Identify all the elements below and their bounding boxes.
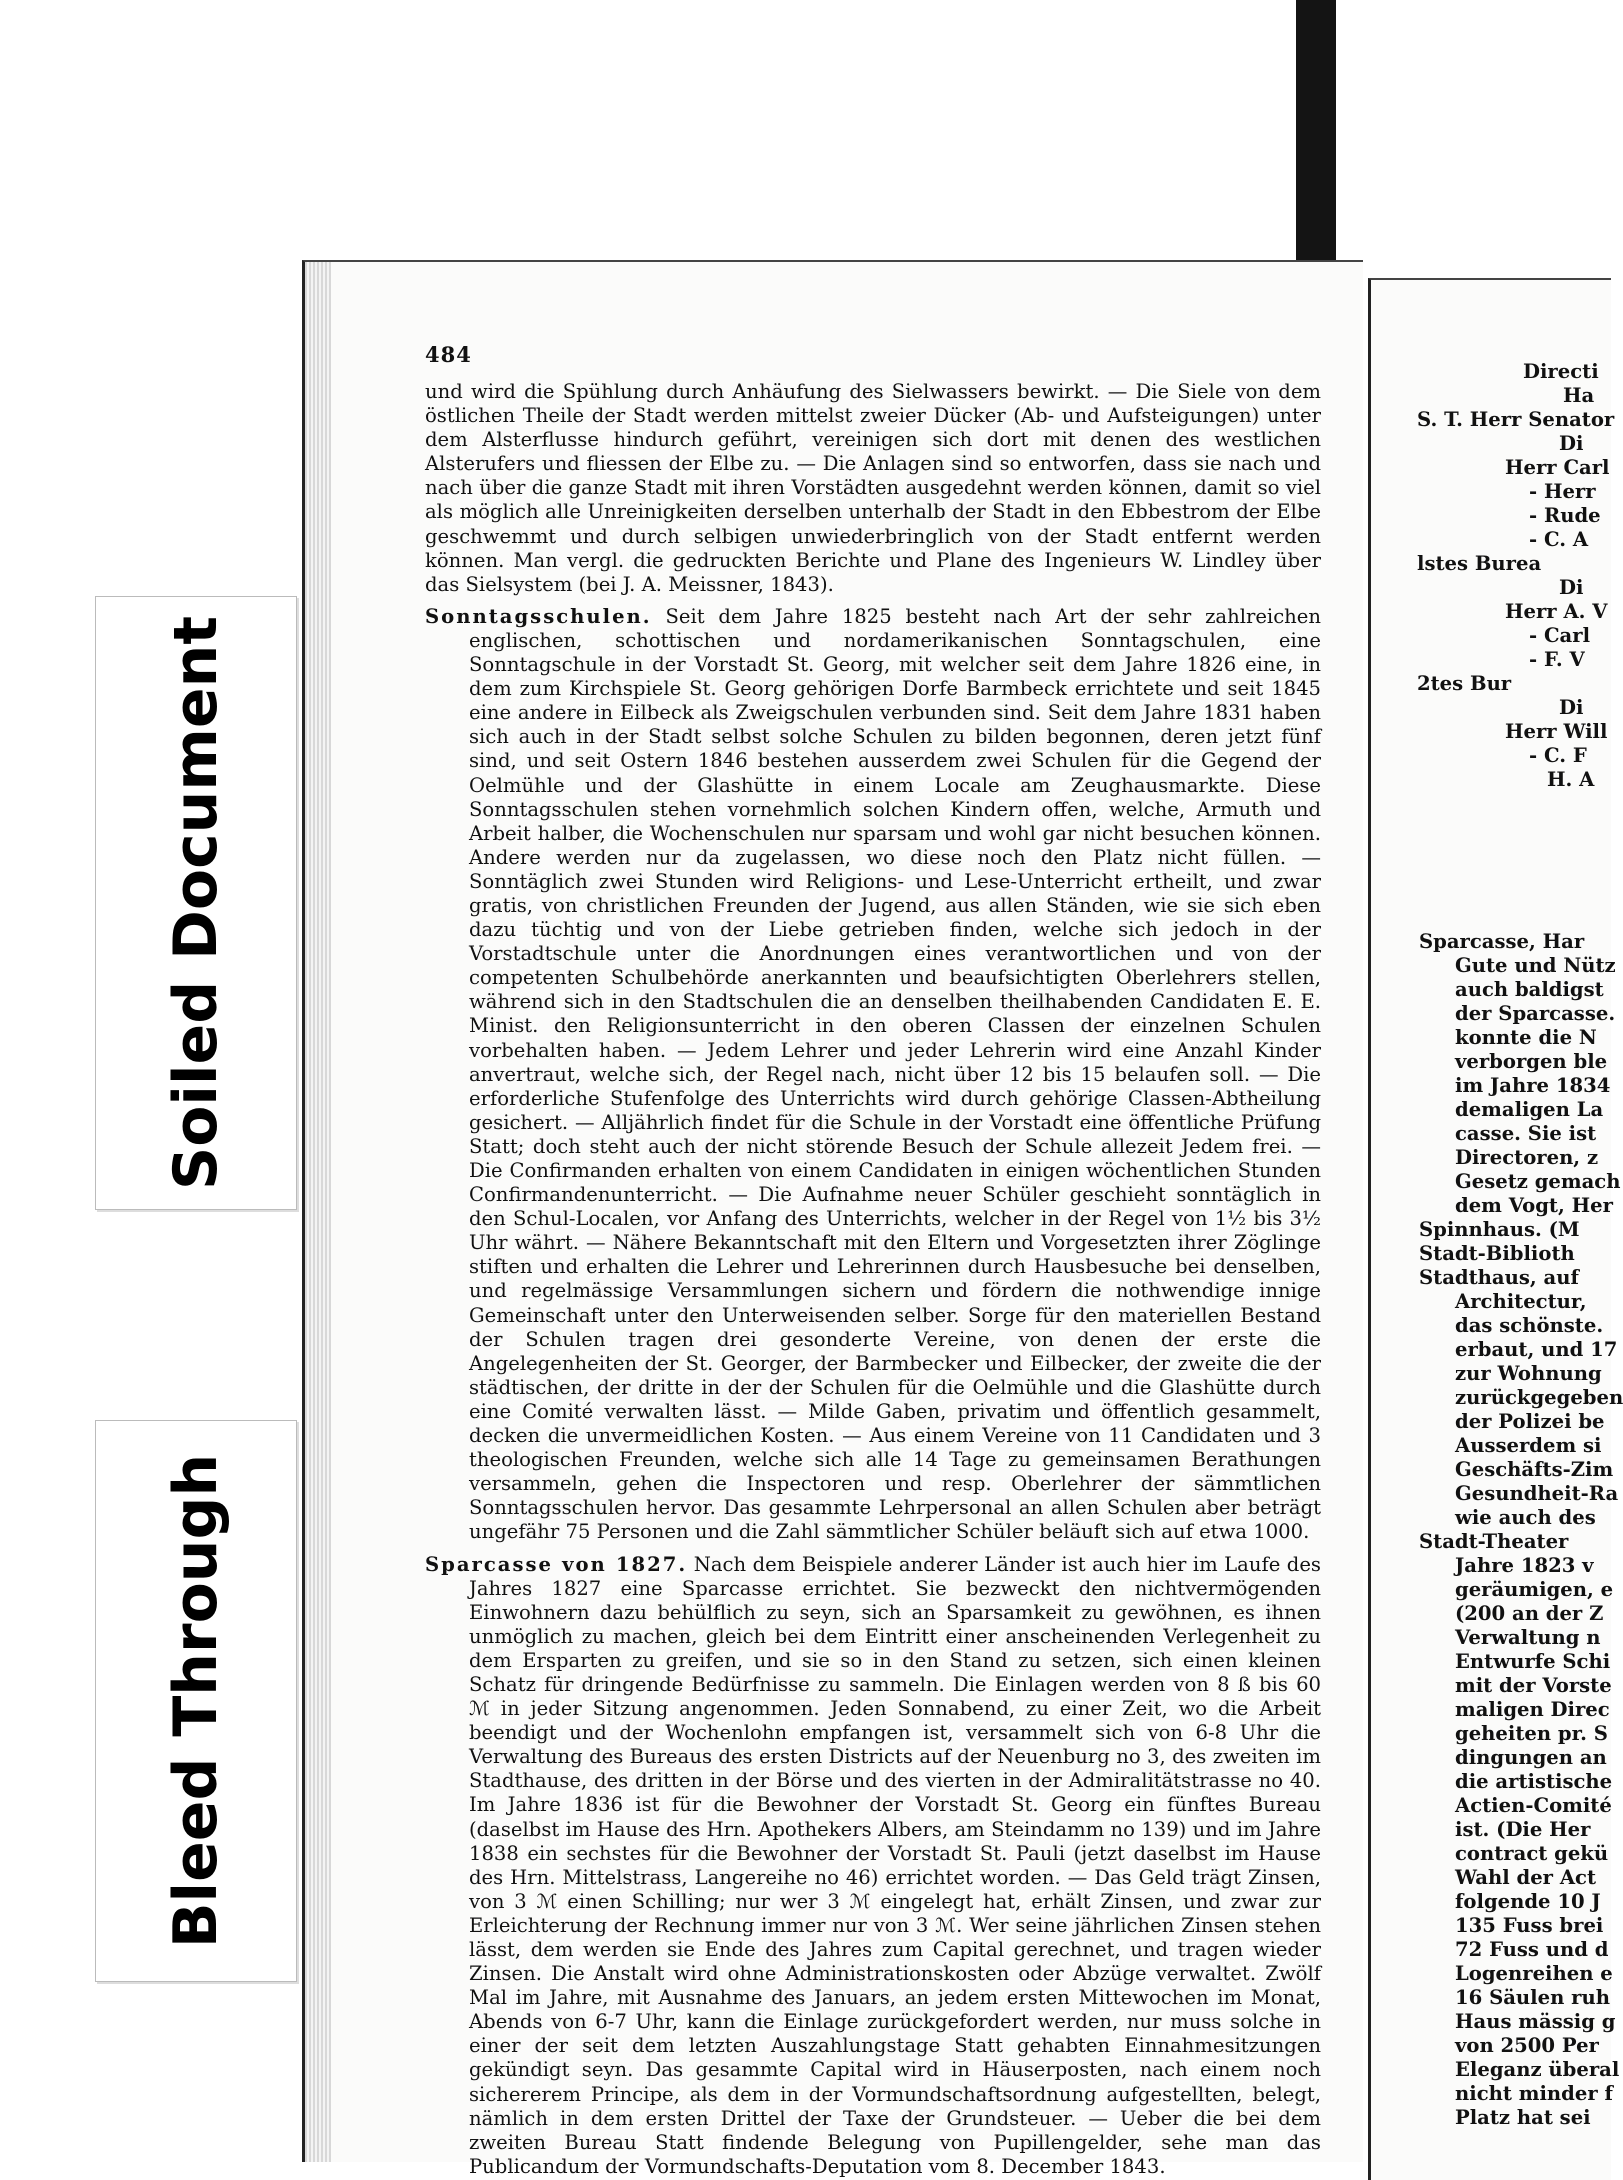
right-page-line: Architectur, xyxy=(1455,1290,1587,1313)
entry-text: Seit dem Jahre 1825 besteht nach Art der sehr zahlreichen englischen, schottischen und nordamerikanischen Sonntagschulen, eine Sonntagschule in der Vorstadt St. Georg, mit welcher seit dem Jahre 1826 eine, in dem zum Kirchspiele St. Georg gehörigen Dorfe Barmbeck errichtete und seit 1845 eine andere in Eilbeck als Zweigschulen verbunden sind. Seit dem Jahre 1831 haben sich auch in der Stadt selbst solche Schulen zu bilden begonnen, deren jetzt fünf sind, und seit Ostern 1846 bestehen ausserdem zwei Schulen für die Gegend der Oelmühle und der Glashütte in einem Locale am Zeughausmarkte. Diese Sonntagsschulen stehen vornehmlich solchen Kindern offen, welche, Armuth und Arbeit halber, die Wochenschulen nur sparsam und wohl gar nicht besuchen können. Andere werden nur da zugelassen, wo diese noch den Platz nicht füllen. — Sonntäglich zwei Stunden wird Religions- und Lese-Unterricht ertheilt, und zwar gratis, von christlichen Freunden der Jugend, aus allen Ständen, wie sie sich eben dazu tüchtig und von der Liebe getrieben finden, welche sich jedoch in der Vorstadtschule unter die Anordnungen eines verantwortlichen und von der competenten Schulbehörde anerkannten und beaufsichtigten Oberlehrers stellen, während sich in den Stadtschulen die an denselben theilhabenden Candidaten E. E. Minist. den Religionsunterricht in den oberen Classen der einzelnen Schulen vorbehalten haben. — Jedem Lehrer und jeder Lehrerin wird eine Anzahl Kinder anvertraut, welche sich, der Regel nach, nicht über 12 bis 15 belaufen soll. — Die erforderliche Stufenfolge des Unterrichts wird durch gehörige Classen-Abtheilung gesichert. — Alljährlich findet für die Schule in der Vorstadt eine öffentliche Prüfung Statt; doch steht auch der nicht störende Besuch der Schule allezeit Jedem frei. — Die Confirmanden erhalten von einem Candidaten in einigen wöchentlichen Stunden Confirmandenunterricht. — Die Aufnahme neuer Schüler geschieht sonntäglich in den Schul-Localen, vor Anfang des Unterrichts, welcher in der Regel von 1½ bis 3½ Uhr währt. — Nähere Bekanntschaft mit den Eltern und Vorgesetzten ihrer Zöglinge stiften und erhalten die Lehrer und Lehrerinnen durch Hausbesuche bei denselben, und regelmässige Versammlungen sichern und fördern die nothwendige innige Gemeinschaft unter den Unterweisenden selber. Sorge für den materiellen Bestand der Schulen tragen drei gesonderte Vereine, von denen der erste die Angelegenheiten der St. Georger, der Barmbecker und Eilbecker, der zweite die der städtischen, der dritte in der der Schulen für die Oelmühle und die Glashütte durch eine Comité verwalten lässt. — Milde Gaben, privatim und öffentlich gesammelt, decken die unvermeidlichen Kosten. — Aus einem Vereine von 11 Candidaten und 3 theologischen Freunden, welche sich alle 14 Tage zu gemeinsamen Berathungen versammeln, gehen die Inspectoren und resp. Oberlehrer der sämmtlichen Sonntagsschulen hervor. Das gesammte Lehrpersonal an allen Schulen aber beträgt ungefähr 75 Personen und die Zahl sämmtlicher Schüler beläuft sich auf etwa 1000. xyxy=(469,604,1322,1544)
right-page-line: geräumigen, e xyxy=(1455,1578,1614,1601)
right-page-line: konnte die N xyxy=(1455,1026,1597,1049)
right-page-line: Wahl der Act xyxy=(1455,1866,1597,1889)
right-page-line: Gute und Nütz xyxy=(1455,954,1616,977)
right-page-line: Directi xyxy=(1523,360,1599,383)
right-page-line: Eleganz überal xyxy=(1455,2058,1620,2081)
right-page-line: Sparcasse, Har xyxy=(1419,930,1585,953)
right-page-line: Gesundheit-Ra xyxy=(1455,1482,1619,1505)
entry-sparcasse xyxy=(425,1553,1321,2179)
right-page-line: Jahre 1823 v xyxy=(1455,1554,1594,1577)
right-page-line: Stadt-Biblioth xyxy=(1419,1242,1575,1265)
right-page-line: wie auch des xyxy=(1455,1506,1596,1529)
right-page-line: Ausserdem si xyxy=(1455,1434,1602,1457)
entry-sonntagsschulen xyxy=(425,605,1321,1545)
right-page-line: - Rude xyxy=(1529,504,1601,527)
right-page-line: dingungen an xyxy=(1455,1746,1607,1769)
right-page-line: erbaut, und 17 xyxy=(1455,1338,1618,1361)
right-page-line: von 2500 Per xyxy=(1455,2034,1599,2057)
right-page-line: 2tes Bur xyxy=(1417,672,1512,695)
right-page-line: Herr Carl xyxy=(1505,456,1610,479)
right-page-line: verborgen ble xyxy=(1455,1050,1608,1073)
right-page-line: Directoren, z xyxy=(1455,1146,1599,1169)
right-page-line: - Herr xyxy=(1529,480,1596,503)
right-page-line: auch baldigst xyxy=(1455,978,1604,1001)
right-page-line: geheiten pr. S xyxy=(1455,1722,1608,1745)
right-page-line: Spinnhaus. (M xyxy=(1419,1218,1580,1241)
right-page-line: zurückgegeben xyxy=(1455,1386,1623,1409)
right-page-line: 72 Fuss und d xyxy=(1455,1938,1609,1961)
right-page-line: 135 Fuss brei xyxy=(1455,1914,1604,1937)
page-body xyxy=(425,380,1321,2179)
right-page-line: - C. F xyxy=(1529,744,1587,767)
right-page-line: - F. V xyxy=(1529,648,1585,671)
right-page-line: die artistische xyxy=(1455,1770,1613,1793)
entry-text: Nach dem Beispiele anderer Länder ist auch hier im Laufe des Jahres 1827 eine Sparcasse errichtet. Sie bezweckt den nichtvermögenden Einwohnern dazu behülflich zu seyn, sich an Sparsamkeit zu gewöhnen, es ihnen unmöglich zu machen, gleich bei dem Eintritt einer anscheinenden Verlegenheit zu dem Ersparten zu greifen, und sie so in den Stand zu setzen, sich einen kleinen Schatz für dringende Bedürfnisse zu sammeln. Die Einlagen werden von 8 ß bis 60 ℳ in jeder Sitzung angenommen. Jeden Sonnabend, zu einer Zeit, wo die Arbeit beendigt und der Wochenlohn empfangen ist, versammelt sich von 6-8 Uhr die Verwaltung des Bureaus des ersten Districts auf der Neuenburg no 3, des zweiten im Stadthause, des dritten in der Börse und des vierten in der Admiralitätstrasse no 40. Im Jahre 1836 ist für die Bewohner der Vorstadt St. Georg ein fünftes Bureau (daselbst im Hause des Hrn. Apothekers Albers, am Steindamm no 139) und im Jahre 1838 ein sechstes für die Bewohner der Vorstadt St. Pauli (jetzt daselbst im Hause des Hrn. Mittelstrass, Langereihe no 46) errichtet worden. — Das Geld trägt Zinsen, von 3 ℳ einen Schilling; nur wer 3 ℳ eingelegt hat, erhält Zinsen, und zwar zur Erleichterung der Rechnung immer nur von 3 ℳ. Wer seine jährlichen Zinsen stehen lässt, dem werden sie Ende des Jahres zum Capital gerechnet, und tragen wieder Zinsen. Die Anstalt wird ohne Administrationskosten oder Abzüge verwaltet. Zwölf Mal im Jahre, mit Ausnahme des Januars, an jedem ersten Mittewochen im Monat, Abends von 6-7 Uhr, kann die Einlage zurückgefordert werden, nur muss solche in einer der seit dem letzten Auszahlungstage Statt gehabten Einnahmesitzungen gekündigt seyn. Das gesammte Capital wird in Häuserposten, nach einem noch sichererem Principe, als dem in der Vormundschaftsordnung aufgestellten, belegt, nämlich in dem ersten Drittel der Taxe der Grundsteuer. — Ueber die bei dem zweiten Bureau Statt findende Belegung von Pupillengelder, sehe man das Publicandum der Vormundschafts-Deputation vom 8. December 1843. xyxy=(469,1552,1321,2178)
right-page-line: - Carl xyxy=(1529,624,1591,647)
right-page-line: das schönste. xyxy=(1455,1314,1604,1337)
right-page xyxy=(1368,278,1623,2180)
bleed-through-sticker xyxy=(95,1420,297,1982)
sticker-label: Soiled Document xyxy=(161,615,231,1191)
right-page-line: Herr A. V xyxy=(1505,600,1608,623)
right-page-line: (200 an der Z xyxy=(1455,1602,1604,1625)
right-page-line: lstes Burea xyxy=(1417,552,1542,575)
entry-term: Sonntagsschulen. xyxy=(425,604,652,628)
right-page-line: Stadt-Theater xyxy=(1419,1530,1569,1553)
right-page-line: Di xyxy=(1559,432,1584,455)
right-page-line: 16 Säulen ruh xyxy=(1455,1986,1610,2009)
right-page-line: Verwaltung n xyxy=(1455,1626,1601,1649)
right-page-line: Actien-Comité xyxy=(1455,1794,1612,1817)
sticker-label: Bleed Through xyxy=(161,1453,231,1949)
right-page-line: maligen Direc xyxy=(1455,1698,1610,1721)
right-page-line: folgende 10 J xyxy=(1455,1890,1601,1913)
right-page-line: Di xyxy=(1559,696,1584,719)
left-page xyxy=(302,260,1363,2178)
right-page-line: der Polizei be xyxy=(1455,1410,1605,1433)
right-page-line: Logenreihen e xyxy=(1455,1962,1613,1985)
right-page-line: dem Vogt, Her xyxy=(1455,1194,1613,1217)
right-page-line: Platz hat sei xyxy=(1455,2106,1591,2129)
page-number: 484 xyxy=(425,342,472,367)
soiled-document-sticker xyxy=(95,596,297,1210)
right-page-line: Haus mässig g xyxy=(1455,2010,1616,2033)
right-page-line: contract gekü xyxy=(1455,1842,1609,1865)
right-page-line: zur Wohnung xyxy=(1455,1362,1602,1385)
right-page-line: Gesetz gemach xyxy=(1455,1170,1621,1193)
right-page-line: Entwurfe Schi xyxy=(1455,1650,1611,1673)
right-page-line: demaligen La xyxy=(1455,1098,1604,1121)
right-page-line: Ha xyxy=(1563,384,1595,407)
dark-binding-strip xyxy=(1296,0,1336,270)
intro-paragraph: und wird die Spühlung durch Anhäufung des Sielwassers bewirkt. — Die Siele von dem östlichen Theile der Stadt werden mittelst zweier Dücker (Ab- und Aufsteigungen) unter dem Alsterflusse hindurch geführt, vereinigen sich dort mit denen des westlichen Alsterufers und fliessen der Elbe zu. — Die Anlagen sind so entworfen, dass sie nach und nach über die ganze Stadt mit ihren Vorstädten ausgedehnt werden können, damit so viel als möglich alle Unreinigkeiten derselben unterhalb der Stadt in den Ebbestrom der Elbe geschwemmt und durch selbigen unwiederbringlich von der Stadt entfernt werden können. Man vergl. die gedruckten Berichte und Plane des Ingenieurs W. Lindley über das Sielsystem (bei J. A. Meissner, 1843). xyxy=(425,380,1321,596)
right-page-line: Herr Will xyxy=(1505,720,1608,743)
entry-term: Sparcasse von 1827. xyxy=(425,1552,688,1576)
right-page-line: Di xyxy=(1559,576,1584,599)
right-page-line: Stadthaus, auf xyxy=(1419,1266,1579,1289)
right-page-line: - C. A xyxy=(1529,528,1589,551)
right-page-line: der Sparcasse. xyxy=(1455,1002,1616,1025)
right-page-line: nicht minder f xyxy=(1455,2082,1613,2105)
right-page-line: im Jahre 1834 xyxy=(1455,1074,1611,1097)
right-page-line: Geschäfts-Zim xyxy=(1455,1458,1614,1481)
right-page-line: ist. (Die Her xyxy=(1455,1818,1591,1841)
right-page-line: casse. Sie ist xyxy=(1455,1122,1597,1145)
right-page-line: mit der Vorste xyxy=(1455,1674,1612,1697)
page-edge xyxy=(305,262,331,2162)
right-page-line: S. T. Herr Senator xyxy=(1417,408,1615,431)
right-page-line: H. A xyxy=(1547,768,1595,791)
